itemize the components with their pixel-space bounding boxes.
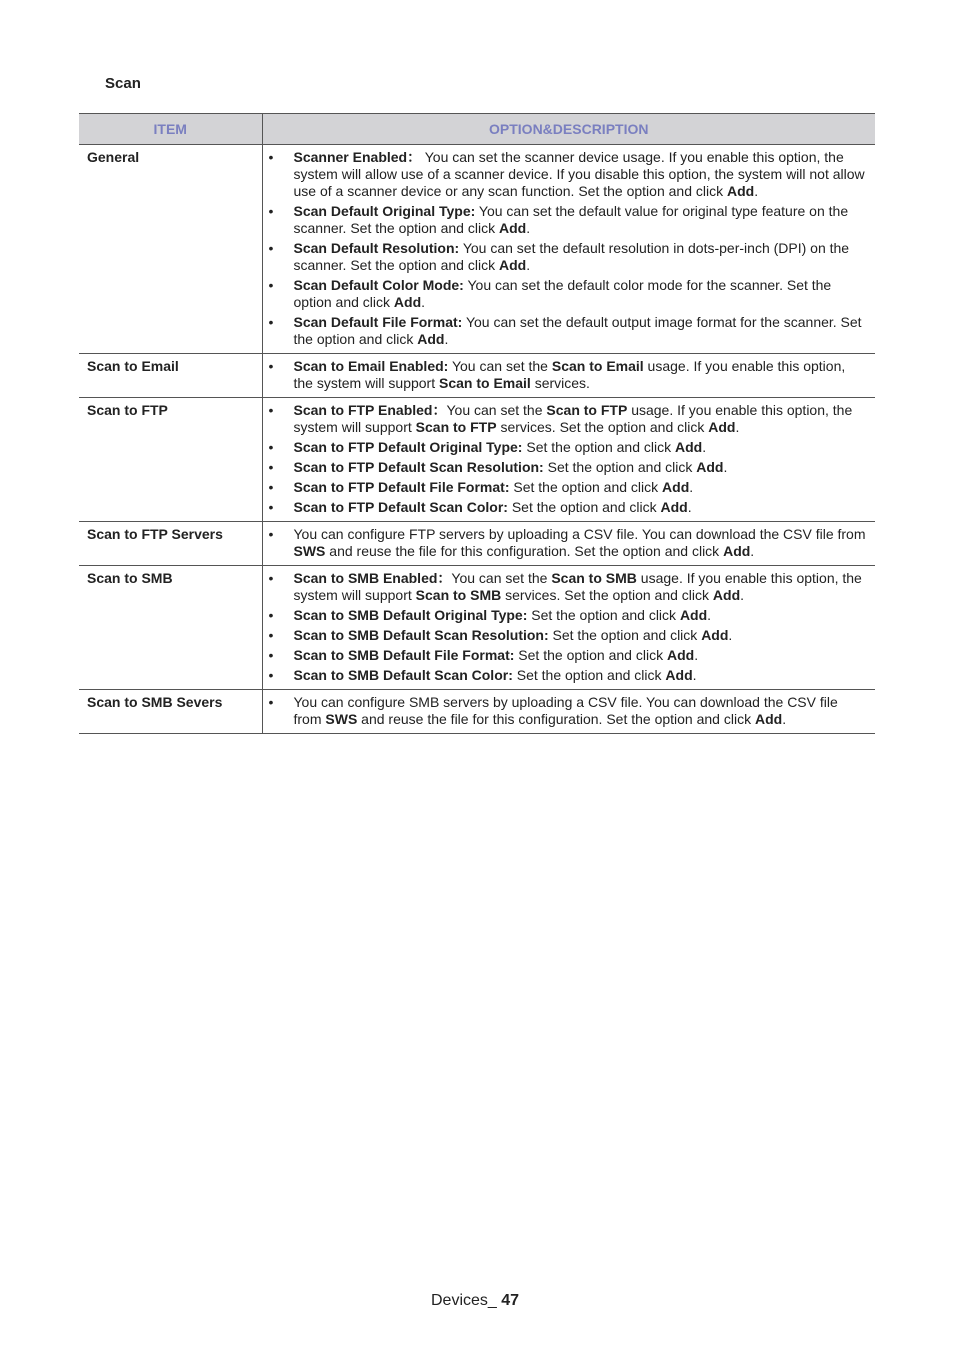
option-term: Scan to FTP Default Original Type: xyxy=(293,439,523,455)
option-list-item xyxy=(268,149,868,200)
option-list-item xyxy=(268,667,868,684)
option-text: You can set the default output image format for the scanner. Set the option and click xyxy=(293,314,862,347)
option-text: . xyxy=(687,499,692,515)
bullet-icon: • xyxy=(268,570,274,586)
option-term: Add xyxy=(498,257,527,273)
option-text: Set the option and click xyxy=(548,627,702,643)
option-term: Scan to SMB Enabled： xyxy=(293,570,452,586)
bullet-icon: • xyxy=(268,439,274,455)
option-list-item xyxy=(268,499,868,516)
option-text: You can configure FTP servers by uploading a CSV file. You can download the CSV file from xyxy=(293,526,866,542)
option-term: Scanner Enabled： xyxy=(293,149,422,165)
option-text: . xyxy=(750,543,755,559)
option-term: Scan Default Color Mode: xyxy=(293,277,464,293)
option-text: . xyxy=(754,183,759,199)
item-cell: Scan to SMB Severs xyxy=(79,690,262,734)
option-text: You can set the default value for original type feature on the scanner. Set the option and click xyxy=(293,203,849,236)
option-description-cell xyxy=(262,522,875,566)
option-term: Scan to SMB xyxy=(415,587,502,603)
footer-label: Devices_ xyxy=(431,1292,497,1309)
option-term: Add xyxy=(708,419,736,435)
bullet-icon: • xyxy=(268,499,274,515)
option-term: Scan to Email xyxy=(439,375,531,391)
page-number: 47 xyxy=(501,1292,520,1309)
table-row xyxy=(79,354,875,398)
item-cell: Scan to FTP xyxy=(79,398,262,522)
bullet-icon: • xyxy=(268,203,274,219)
option-text: . xyxy=(421,294,426,310)
page-footer xyxy=(431,1292,519,1310)
option-list-item xyxy=(268,479,868,496)
option-text: Set the option and click xyxy=(522,439,676,455)
option-text: . xyxy=(735,419,740,435)
bullet-icon: • xyxy=(268,607,274,623)
option-term: SWS xyxy=(293,543,326,559)
option-text: You can set the scanner device usage. If you enable this option, the system will allow use of a scanner device. If you disable this option, the system will not allow use of a scanner device or any scan function. Set the option and click xyxy=(293,149,865,199)
scan-options-table xyxy=(79,113,875,734)
option-text: Set the option and click xyxy=(527,607,680,623)
bullet-icon: • xyxy=(268,277,274,293)
option-term: Add xyxy=(726,183,755,199)
option-text: . xyxy=(728,627,733,643)
bullet-icon: • xyxy=(268,402,274,418)
option-text: usage. If you enable this option, the system will support xyxy=(293,402,853,435)
option-list-item xyxy=(268,570,868,604)
option-text: Set the option and click xyxy=(514,647,667,663)
option-text: Set the option and click xyxy=(509,479,663,495)
option-list xyxy=(268,526,868,560)
option-text: . xyxy=(692,667,697,683)
bullet-icon: • xyxy=(268,667,274,683)
bullet-icon: • xyxy=(268,358,274,374)
item-cell: Scan to SMB xyxy=(79,566,262,690)
option-term: Add xyxy=(754,711,783,727)
option-list-item xyxy=(268,694,868,728)
table-row xyxy=(79,522,875,566)
option-description-cell xyxy=(262,354,875,398)
option-term: Scan to SMB Default File Format: xyxy=(293,647,515,663)
option-description-cell xyxy=(262,145,875,354)
option-list-item xyxy=(268,203,868,237)
option-term: Add xyxy=(675,439,703,455)
option-term: Add xyxy=(417,331,445,347)
option-list-item xyxy=(268,439,868,456)
option-term: Add xyxy=(660,499,688,515)
option-description-cell xyxy=(262,566,875,690)
option-text: You can set the xyxy=(451,570,552,586)
table-row xyxy=(79,690,875,734)
option-text: You can set the default resolution in dots-per-inch (DPI) on the scanner. Set the option and click xyxy=(293,240,850,273)
option-term: SWS xyxy=(325,711,358,727)
option-text: . xyxy=(702,439,707,455)
option-list xyxy=(268,358,868,392)
option-text: services. Set the option and click xyxy=(501,587,713,603)
option-list-item xyxy=(268,607,868,624)
option-term: Add xyxy=(662,479,690,495)
table-header-row xyxy=(79,114,875,145)
header-option-description: OPTION&DESCRIPTION xyxy=(262,114,875,145)
option-list xyxy=(268,570,868,684)
option-list-item xyxy=(268,358,868,392)
option-term: Add xyxy=(696,459,724,475)
option-text: Set the option and click xyxy=(512,667,666,683)
option-term: Scan to FTP Default Scan Color: xyxy=(293,499,508,515)
option-text: You can configure SMB servers by uploading a CSV file. You can download the CSV file from xyxy=(293,694,838,727)
bullet-icon: • xyxy=(268,526,274,542)
option-text: . xyxy=(707,607,712,623)
option-list-item xyxy=(268,647,868,664)
option-term: Add xyxy=(701,627,729,643)
option-text: usage. If you enable this option, the system will support xyxy=(293,358,846,391)
option-term: Scan to FTP xyxy=(415,419,497,435)
table-row xyxy=(79,398,875,522)
option-term: Scan to FTP Enabled： xyxy=(293,402,447,418)
option-text: You can set the xyxy=(448,358,552,374)
bullet-icon: • xyxy=(268,647,274,663)
option-term: Add xyxy=(723,543,751,559)
option-list xyxy=(268,694,868,728)
option-description-cell xyxy=(262,690,875,734)
table-row xyxy=(79,145,875,354)
option-term: Add xyxy=(393,294,422,310)
item-cell: Scan to FTP Servers xyxy=(79,522,262,566)
option-text: Set the option and click xyxy=(543,459,697,475)
option-term: Add xyxy=(666,647,695,663)
bullet-icon: • xyxy=(268,459,274,475)
option-list-item xyxy=(268,459,868,476)
section-title: Scan xyxy=(105,75,141,92)
option-list-item xyxy=(268,314,868,348)
option-description-cell xyxy=(262,398,875,522)
option-list-item xyxy=(268,526,868,560)
option-text: . xyxy=(689,479,694,495)
option-text: Set the option and click xyxy=(507,499,661,515)
option-term: Scan Default File Format: xyxy=(293,314,463,330)
option-term: Add xyxy=(498,220,527,236)
option-term: Scan to FTP Default File Format: xyxy=(293,479,510,495)
option-text: services. xyxy=(530,375,590,391)
option-term: Scan to FTP xyxy=(546,402,628,418)
table-body xyxy=(79,145,875,734)
option-list-item xyxy=(268,277,868,311)
bullet-icon: • xyxy=(268,149,274,165)
option-list-item xyxy=(268,402,868,436)
bullet-icon: • xyxy=(268,240,274,256)
option-term: Scan to Email Enabled: xyxy=(293,358,449,374)
option-text: . xyxy=(723,459,728,475)
option-text: . xyxy=(444,331,449,347)
item-cell: Scan to Email xyxy=(79,354,262,398)
bullet-icon: • xyxy=(268,694,274,710)
option-term: Scan to SMB Default Original Type: xyxy=(293,607,528,623)
bullet-icon: • xyxy=(268,479,274,495)
option-text: . xyxy=(694,647,699,663)
option-text: . xyxy=(526,220,531,236)
option-text: . xyxy=(526,257,531,273)
option-text: and reuse the file for this configuration. Set the option and click xyxy=(325,543,724,559)
option-term: Add xyxy=(665,667,693,683)
option-term: Add xyxy=(712,587,741,603)
option-list xyxy=(268,402,868,516)
option-term: Scan to FTP Default Scan Resolution: xyxy=(293,459,544,475)
item-cell: General xyxy=(79,145,262,354)
option-list-item xyxy=(268,240,868,274)
option-text: . xyxy=(782,711,787,727)
option-term: Scan to SMB Default Scan Resolution: xyxy=(293,627,549,643)
option-term: Scan Default Original Type: xyxy=(293,203,476,219)
option-term: Scan Default Resolution: xyxy=(293,240,460,256)
bullet-icon: • xyxy=(268,627,274,643)
bullet-icon: • xyxy=(268,314,274,330)
table-row xyxy=(79,566,875,690)
option-term: Scan to SMB xyxy=(551,570,637,586)
option-text: usage. If you enable this option, the system will support xyxy=(293,570,862,603)
option-term: Scan to Email xyxy=(551,358,644,374)
option-term: Scan to SMB Default Scan Color: xyxy=(293,667,513,683)
header-item: ITEM xyxy=(79,114,262,145)
option-text: services. Set the option and click xyxy=(496,419,709,435)
option-text: You can set the default color mode for the scanner. Set the option and click xyxy=(293,277,832,310)
option-text: and reuse the file for this configuration. Set the option and click xyxy=(357,711,755,727)
option-term: Add xyxy=(679,607,708,623)
option-list xyxy=(268,149,868,348)
option-text: . xyxy=(740,587,745,603)
option-text: You can set the xyxy=(446,402,547,418)
option-list-item xyxy=(268,627,868,644)
